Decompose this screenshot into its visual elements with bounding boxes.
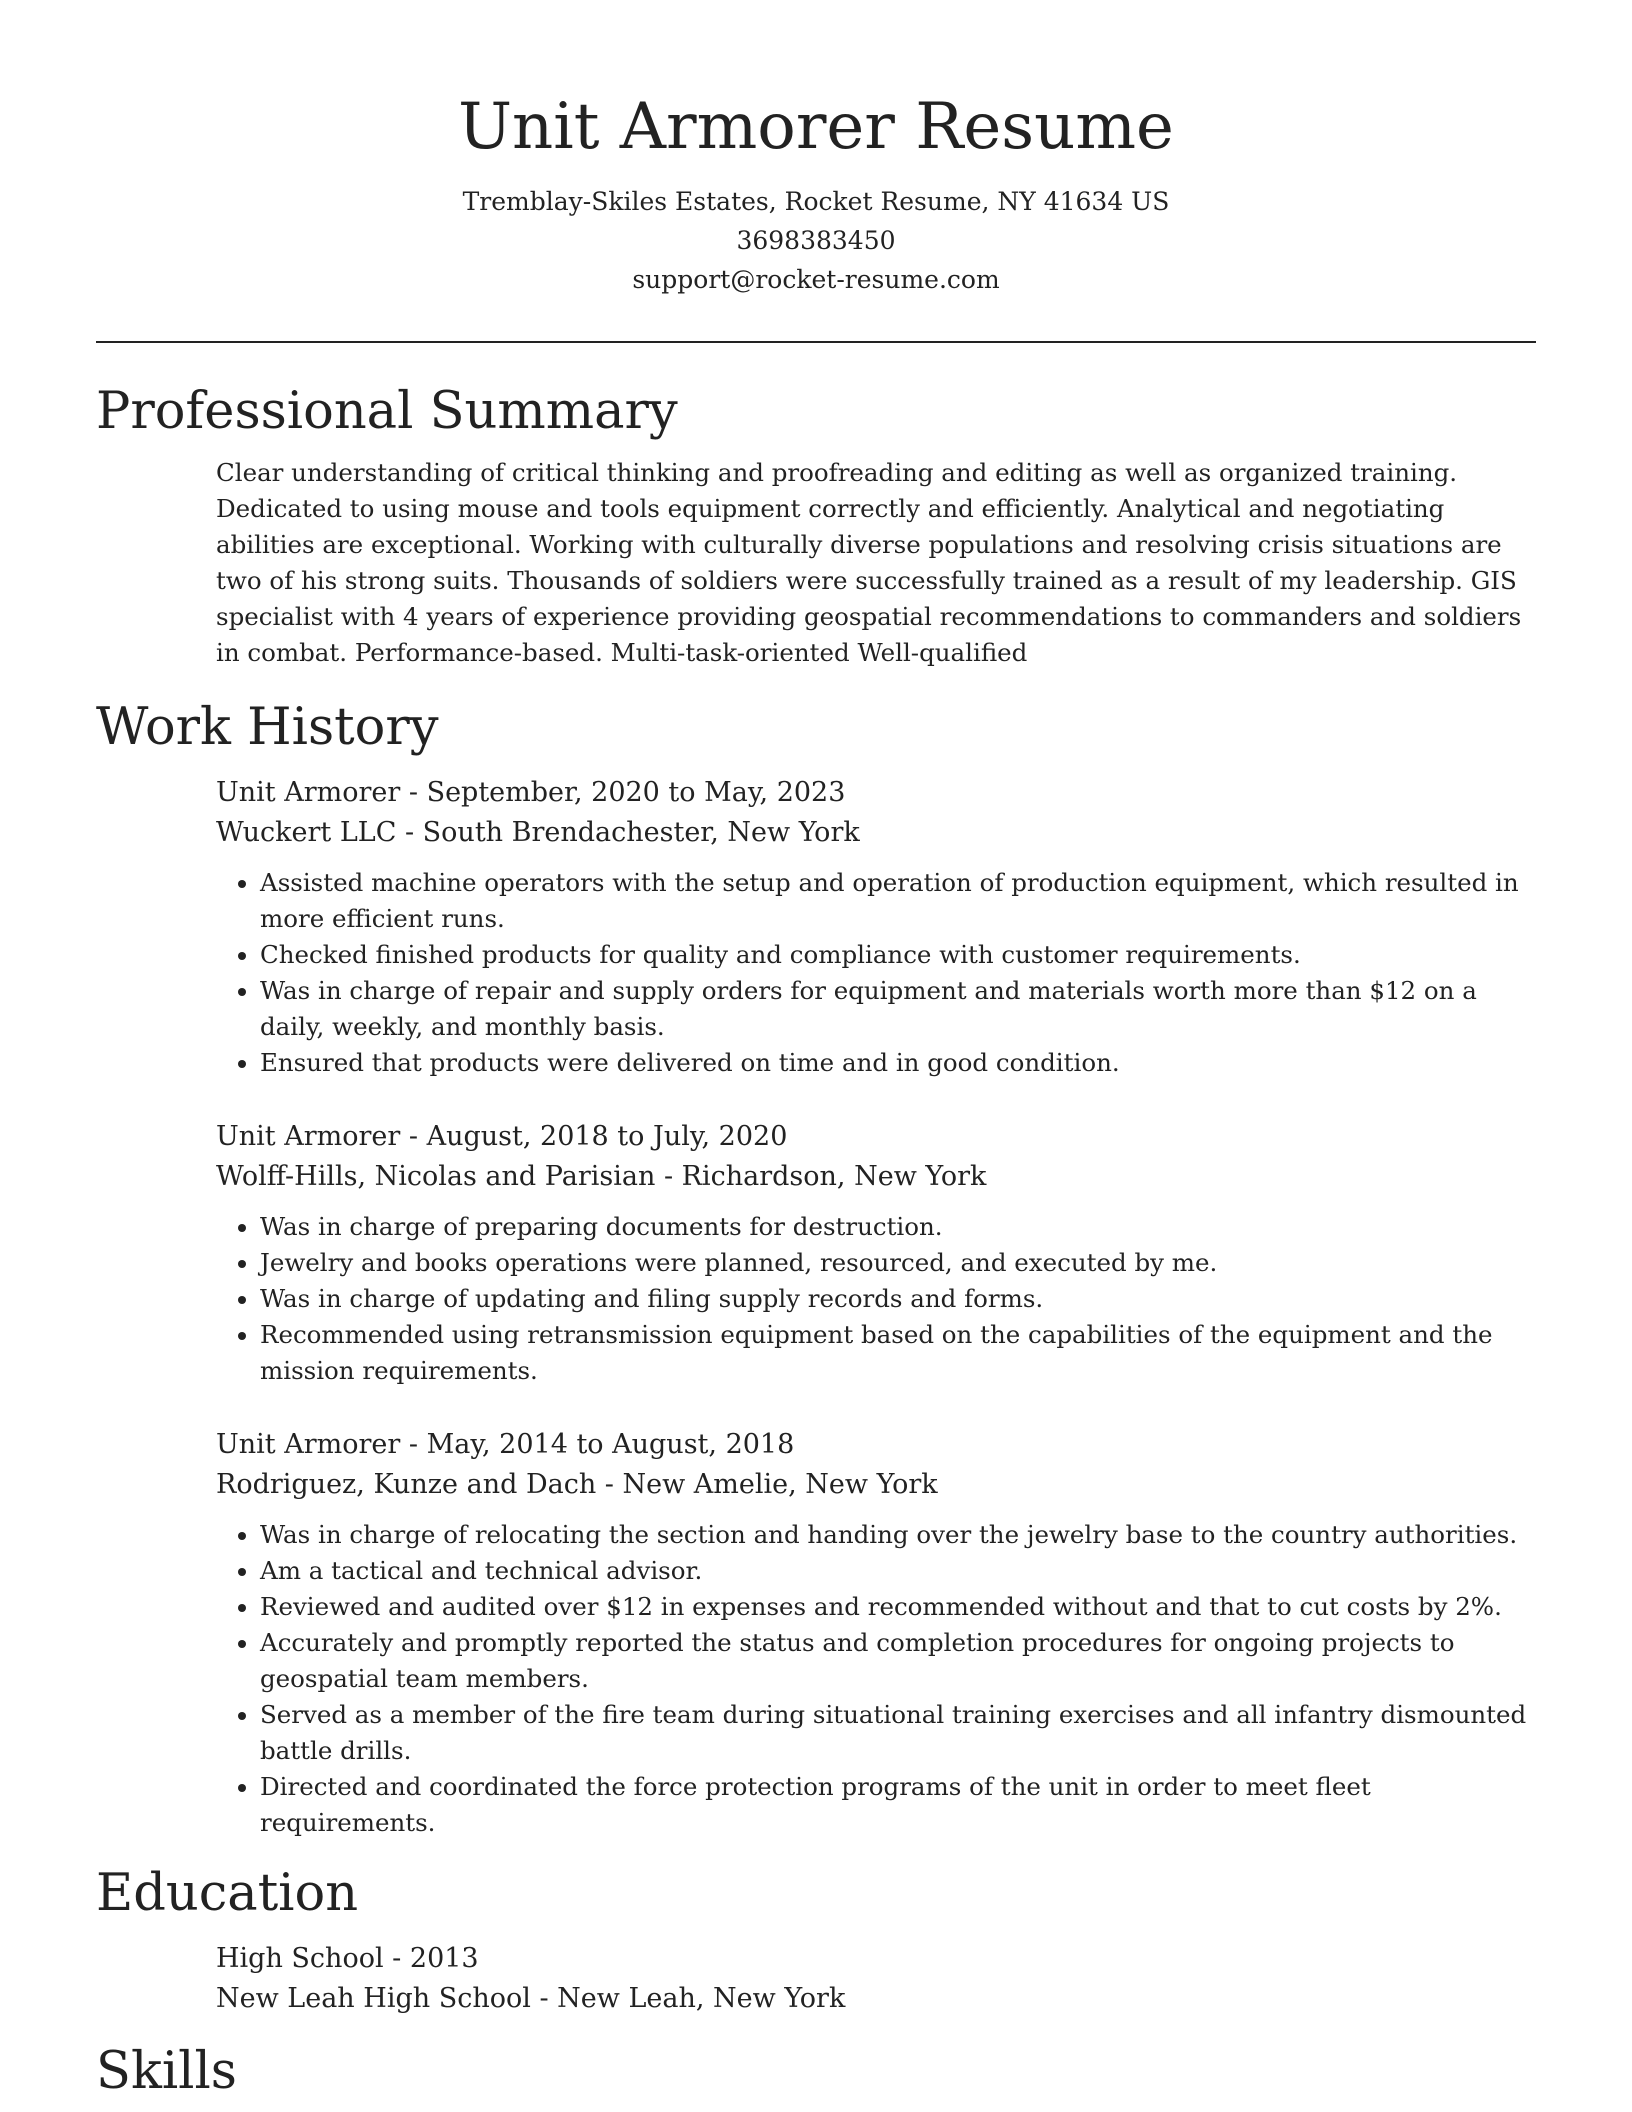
address-text: Tremblay-Skiles Estates, Rocket Resume, NY 41634 US [462,187,1170,216]
education-school: New Leah High School [216,1983,531,2014]
separator: - [400,1121,427,1152]
job-bullet: • Was in charge of updating and filing supply records and forms. [260,1281,1536,1317]
separator: - [530,1983,558,2014]
job-bullet: • Accurately and promptly reported the status and completion procedures for ongoing projects to geospatial team members. [260,1625,1536,1697]
job-bullet: • Am a tactical and technical advisor. [260,1553,1536,1589]
job-role-line [216,773,1536,813]
education-degree: High School [216,1943,384,1974]
education-location: New Leah, New York [557,1983,846,2014]
resume-header [0,0,1632,299]
job-bullet: • Directed and coordinated the force protection programs of the unit in order to meet fleet requirements. [260,1769,1536,1841]
job-company: Rodriguez, Kunze and Dach [216,1469,597,1500]
contact-block [0,182,1632,299]
separator: - [396,817,423,848]
job-bullets [216,865,1536,1081]
job-role: Unit Armorer [216,1121,401,1152]
job-role-line [216,1117,1536,1157]
job-bullet: • Reviewed and audited over $12 in expenses and recommended without and that to cut costs by 2%. [260,1589,1536,1625]
education-section [96,1863,1536,2019]
summary-paragraph: Clear understanding of critical thinking and proofreading and editing as well as organized training. Dedicated to using mouse and tools equipment correctly and efficiently. Analytical and negotiating abilities are exceptional. Working with culturally diverse populations and resolving crisis situations are two of his strong suits. Thousands of soldiers were successfully trained as a result of my leadership. GIS specialist with 4 years of experience providing geospatial recommendations to commanders and soldiers in combat. Performance-based. Multi-task-oriented Well-qualified [216,458,1522,667]
job-bullet: • Recommended using retransmission equipment based on the capabilities of the equipment and the mission requirements. [260,1317,1536,1389]
job-company: Wolff-Hills, Nicolas and Parisian [216,1161,656,1192]
job-dates: May, 2014 to August, 2018 [426,1429,795,1460]
job-company-line [216,813,1536,853]
resume-title: Unit Armorer Resume [458,90,1174,164]
job-entry [216,1425,1536,1841]
job-entry [216,773,1536,1081]
separator: - [655,1161,682,1192]
job-company-line [216,1157,1536,1197]
job-bullet: • Served as a member of the fire team during situational training exercises and all infantry dismounted battle drills. [260,1697,1536,1769]
education-degree-line [216,1939,1536,1979]
job-bullets [216,1517,1536,1841]
job-bullet: • Ensured that products were delivered on time and in good condition. [260,1045,1536,1081]
summary-section [96,381,1536,671]
job-entry [216,1117,1536,1389]
job-role-line [216,1425,1536,1465]
education-year: 2013 [409,1943,479,1974]
phone-text: 3698383450 [736,226,896,255]
job-list [216,773,1536,1841]
job-location: Richardson, New York [681,1161,987,1192]
job-bullet: • Was in charge of preparing documents for destruction. [260,1209,1536,1245]
separator: - [383,1943,410,1974]
job-location: South Brendachester, New York [422,817,860,848]
job-role: Unit Armorer [216,777,401,808]
job-bullets [216,1209,1536,1389]
job-location: New Amelie, New York [622,1469,938,1500]
summary-heading: Professional Summary [96,382,678,441]
header-divider [96,341,1536,343]
job-dates: September, 2020 to May, 2023 [426,777,846,808]
skills-section [96,2041,1536,2103]
job-bullet: • Assisted machine operators with the setup and operation of production equipment, which resulted in more efficient runs. [260,865,1536,937]
job-company-line [216,1465,1536,1505]
work-history-section [96,697,1536,1841]
job-company: Wuckert LLC [216,817,397,848]
education-school-line [216,1979,1536,2019]
job-dates: August, 2018 to July, 2020 [426,1121,788,1152]
job-bullet: • Jewelry and books operations were planned, resourced, and executed by me. [260,1245,1536,1281]
separator: - [400,777,427,808]
job-role: Unit Armorer [216,1429,401,1460]
job-bullet: • Checked finished products for quality and compliance with customer requirements. [260,937,1536,973]
work-history-heading: Work History [96,698,439,757]
separator: - [596,1469,623,1500]
job-bullet: • Was in charge of repair and supply orders for equipment and materials worth more than $12 on a daily, weekly, and monthly basis. [260,973,1536,1045]
job-bullet: • Was in charge of relocating the section and handing over the jewelry base to the country authorities. [260,1517,1536,1553]
education-entry [216,1939,1536,2019]
skills-heading: Skills [96,2042,237,2101]
education-heading: Education [96,1864,359,1923]
email-text: support@rocket-resume.com [632,265,1000,294]
separator: - [400,1429,427,1460]
